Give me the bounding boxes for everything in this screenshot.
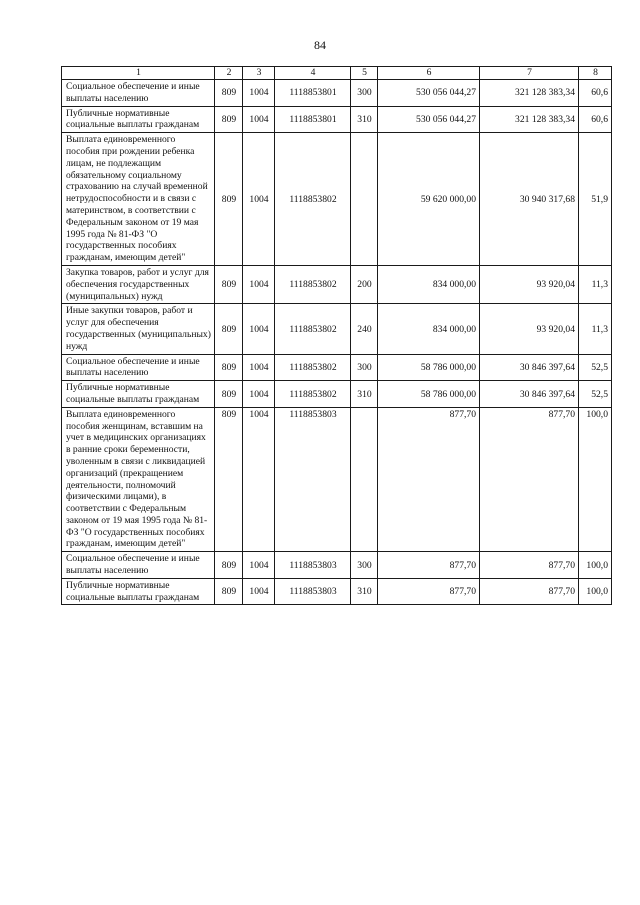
execution-percent-cell: 100,0	[579, 552, 612, 579]
column-number: 5	[351, 67, 378, 80]
target-article-cell: 1118853801	[275, 80, 351, 107]
planned-amount-cell: 59 620 000,00	[378, 133, 480, 266]
planned-amount-cell: 58 786 000,00	[378, 354, 480, 381]
table-row	[62, 133, 612, 266]
execution-percent-cell: 52,5	[579, 381, 612, 408]
budget-execution-table	[61, 66, 612, 605]
expense-type-cell: 310	[351, 578, 378, 605]
table-row	[62, 80, 612, 107]
column-number: 7	[480, 67, 579, 80]
column-number: 3	[243, 67, 275, 80]
execution-percent-cell: 51,9	[579, 133, 612, 266]
planned-amount-cell: 877,70	[378, 578, 480, 605]
planned-amount-cell: 58 786 000,00	[378, 381, 480, 408]
table-row	[62, 578, 612, 605]
item-name-cell: Выплата единовременного пособия женщинам, вставшим на учет в медицинских организациях в ранние сроки беременности, уволенным в связи с ликвидацией организаций (прекращением деятельности, полномочий физическими лицами), в соответствии с Федеральным законом от 19 мая 1995 года № 81-ФЗ "О государственных пособиях гражданам, имеющим детей"	[62, 407, 215, 552]
actual-amount-cell: 93 920,04	[480, 304, 579, 354]
planned-amount-cell: 834 000,00	[378, 304, 480, 354]
planned-amount-cell: 877,70	[378, 407, 480, 552]
planned-amount-cell: 530 056 044,27	[378, 106, 480, 133]
ministry-code-cell: 809	[215, 133, 243, 266]
actual-amount-cell: 30 846 397,64	[480, 381, 579, 408]
target-article-cell: 1118853801	[275, 106, 351, 133]
expense-type-cell: 300	[351, 80, 378, 107]
item-name-cell: Иные закупки товаров, работ и услуг для обеспечения государственных (муниципальных) нужд	[62, 304, 215, 354]
actual-amount-cell: 321 128 383,34	[480, 80, 579, 107]
item-name-cell: Публичные нормативные социальные выплаты гражданам	[62, 578, 215, 605]
ministry-code-cell: 809	[215, 304, 243, 354]
expense-type-cell: 300	[351, 552, 378, 579]
ministry-code-cell: 809	[215, 354, 243, 381]
section-code-cell: 1004	[243, 407, 275, 552]
table-row	[62, 552, 612, 579]
expense-type-cell: 310	[351, 106, 378, 133]
column-number: 6	[378, 67, 480, 80]
expense-type-cell: 300	[351, 354, 378, 381]
actual-amount-cell: 877,70	[480, 407, 579, 552]
ministry-code-cell: 809	[215, 80, 243, 107]
target-article-cell: 1118853802	[275, 265, 351, 303]
target-article-cell: 1118853802	[275, 304, 351, 354]
execution-percent-cell: 60,6	[579, 80, 612, 107]
page-number: 84	[314, 38, 326, 52]
actual-amount-cell: 321 128 383,34	[480, 106, 579, 133]
column-number: 4	[275, 67, 351, 80]
section-code-cell: 1004	[243, 578, 275, 605]
target-article-cell: 1118853802	[275, 354, 351, 381]
expense-type-cell	[351, 133, 378, 266]
item-name-cell: Публичные нормативные социальные выплаты гражданам	[62, 106, 215, 133]
section-code-cell: 1004	[243, 304, 275, 354]
column-number-row	[62, 67, 612, 80]
ministry-code-cell: 809	[215, 552, 243, 579]
section-code-cell: 1004	[243, 265, 275, 303]
section-code-cell: 1004	[243, 381, 275, 408]
item-name-cell: Публичные нормативные социальные выплаты гражданам	[62, 381, 215, 408]
item-name-cell: Социальное обеспечение и иные выплаты населению	[62, 80, 215, 107]
execution-percent-cell: 11,3	[579, 265, 612, 303]
target-article-cell: 1118853803	[275, 578, 351, 605]
item-name-cell: Закупка товаров, работ и услуг для обеспечения государственных (муниципальных) нужд	[62, 265, 215, 303]
ministry-code-cell: 809	[215, 578, 243, 605]
planned-amount-cell: 530 056 044,27	[378, 80, 480, 107]
section-code-cell: 1004	[243, 354, 275, 381]
table-row	[62, 304, 612, 354]
section-code-cell: 1004	[243, 133, 275, 266]
execution-percent-cell: 100,0	[579, 578, 612, 605]
expense-type-cell	[351, 407, 378, 552]
execution-percent-cell: 60,6	[579, 106, 612, 133]
section-code-cell: 1004	[243, 552, 275, 579]
actual-amount-cell: 93 920,04	[480, 265, 579, 303]
planned-amount-cell: 877,70	[378, 552, 480, 579]
target-article-cell: 1118853803	[275, 552, 351, 579]
execution-percent-cell: 11,3	[579, 304, 612, 354]
ministry-code-cell: 809	[215, 265, 243, 303]
target-article-cell: 1118853802	[275, 381, 351, 408]
column-number: 2	[215, 67, 243, 80]
target-article-cell: 1118853803	[275, 407, 351, 552]
ministry-code-cell: 809	[215, 407, 243, 552]
table-row	[62, 381, 612, 408]
section-code-cell: 1004	[243, 80, 275, 107]
execution-percent-cell: 100,0	[579, 407, 612, 552]
column-number: 8	[579, 67, 612, 80]
section-code-cell: 1004	[243, 106, 275, 133]
item-name-cell: Социальное обеспечение и иные выплаты населению	[62, 552, 215, 579]
table-row	[62, 407, 612, 552]
actual-amount-cell: 877,70	[480, 552, 579, 579]
expense-type-cell: 310	[351, 381, 378, 408]
item-name-cell: Выплата единовременного пособия при рождении ребенка лицам, не подлежащим обязательному социальному страхованию на случай временной нетрудоспособности и в связи с материнством, в соответствии с Федеральным законом от 19 мая 1995 года № 81-ФЗ "О государственных пособиях гражданам, имеющим детей"	[62, 133, 215, 266]
expense-type-cell: 240	[351, 304, 378, 354]
planned-amount-cell: 834 000,00	[378, 265, 480, 303]
actual-amount-cell: 30 940 317,68	[480, 133, 579, 266]
item-name-cell: Социальное обеспечение и иные выплаты населению	[62, 354, 215, 381]
target-article-cell: 1118853802	[275, 133, 351, 266]
actual-amount-cell: 30 846 397,64	[480, 354, 579, 381]
table-row	[62, 106, 612, 133]
expense-type-cell: 200	[351, 265, 378, 303]
column-number: 1	[62, 67, 215, 80]
execution-percent-cell: 52,5	[579, 354, 612, 381]
table-row	[62, 354, 612, 381]
ministry-code-cell: 809	[215, 381, 243, 408]
ministry-code-cell: 809	[215, 106, 243, 133]
actual-amount-cell: 877,70	[480, 578, 579, 605]
table-row	[62, 265, 612, 303]
